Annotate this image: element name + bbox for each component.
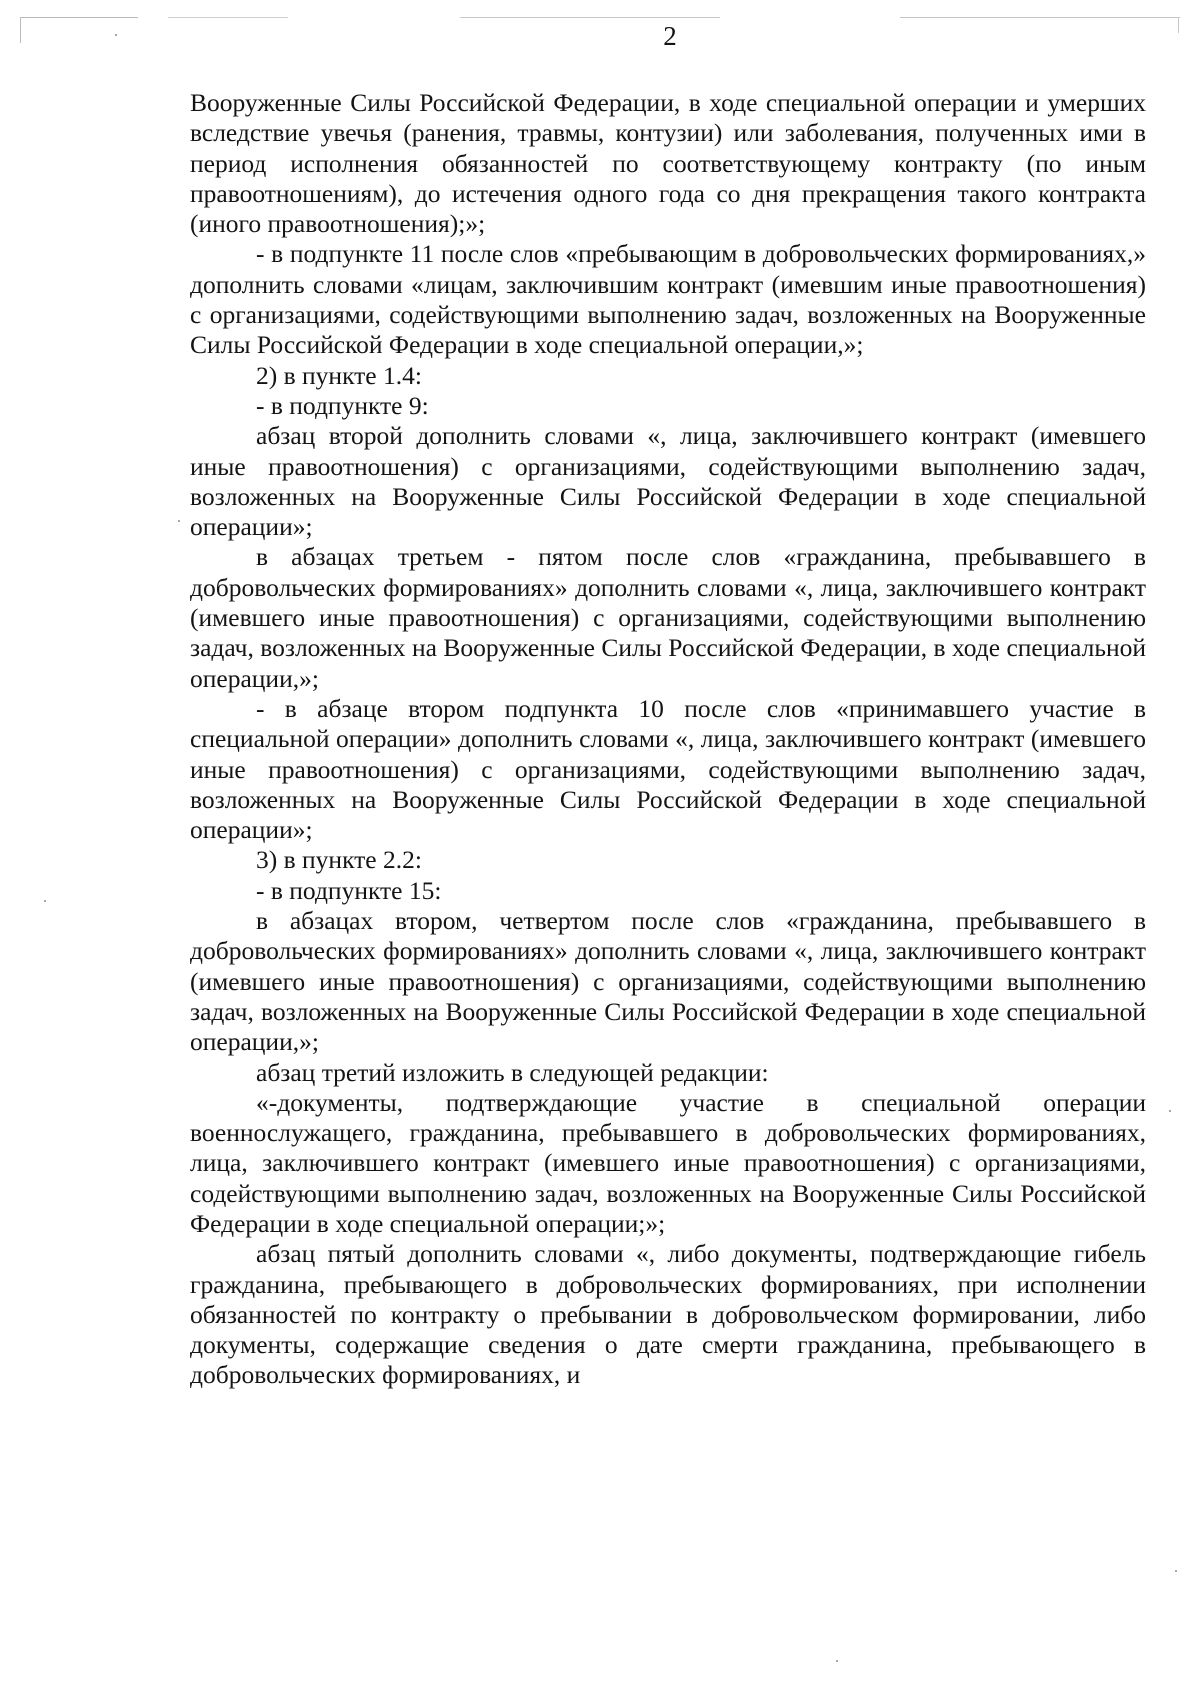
scan-artifact-line [460,17,720,18]
scan-speck [1169,1110,1171,1112]
scan-speck [44,900,46,902]
paragraph: «-документы, подтверждающие участие в специальной операции военнослужащего, гражданина, пребывавшего в добровольческих формированиях, лица, заключившего контракт (имевшего иные правоотношения) с организациями, содействующими выполнению задач, возложенных на Вооруженные Силы Российской Федерации в ходе специальной операции;»; [190,1087,1146,1238]
scan-artifact-line [900,17,1180,18]
page-number: 2 [663,21,677,51]
paragraph: в абзацах третьем - пятом после слов «гражданина, пребывавшего в добровольческих формированиях» дополнить словами «, лица, заключившего контракт (имевшего иные правоотношения) с организациями, содействующими выполнению задач, возложенных на Вооруженные Силы Российской Федерации, в ходе специальной операции,»; [190,542,1146,693]
scan-artifact-line [20,17,138,18]
paragraph: Вооруженные Силы Российской Федерации, в ходе специальной операции и умерших вследствие увечья (ранения, травмы, контузии) или заболевания, полученных ими в период исполнения обязанностей по соответствующему контракту (по иным правоотношениям), до истечения одного года со дня прекращения такого контракта (иного правоотношения);»; [190,88,1146,239]
paragraph: - в подпункте 15: [256,875,442,905]
paragraph: в абзацах втором, четвертом после слов «гражданина, пребывавшего в добровольческих формированиях» дополнить словами «, лица, заключившего контракт (имевшего иные правоотношения) с организациями, содействующими выполнению задач, возложенных на Вооруженные Силы Российской Федерации в ходе специальной операции,»; [190,906,1146,1057]
paragraph: абзац третий изложить в следующей редакции: [256,1057,769,1087]
paragraph: абзац второй дополнить словами «, лица, заключившего контракт (имевшего иные правоотношения) с организациями, содействующими выполнению задач, возложенных на Вооруженные Силы Российской Федерации в ходе специальной операции»; [190,421,1146,542]
paragraph: 3) в пункте 2.2: [256,845,422,875]
scan-artifact-line [168,17,288,18]
scan-speck [836,1660,838,1662]
paragraph: - в подпункте 11 после слов «пребывающим в добровольческих формированиях,» дополнить словами «лицам, заключившим контракт (имевшим иные правоотношения) с организациями, содействующими выполнению задач, возложенных на Вооруженные Силы Российской Федерации в ходе специальной операции,»; [190,239,1146,360]
scan-speck [178,520,180,522]
scan-speck [1175,1570,1177,1572]
paragraph: - в подпункте 9: [256,390,429,420]
paragraph: - в абзаце втором подпункта 10 после слов «принимавшего участие в специальной операции» дополнить словами «, лица, заключившего контракт (имевшего иные правоотношения) с организациями, содействующими выполнению задач, возложенных на Вооруженные Силы Российской Федерации в ходе специальной операции»; [190,693,1146,845]
document-body [190,88,1146,1391]
paragraph: 2) в пункте 1.4: [256,360,422,390]
paragraph: абзац пятый дополнить словами «, либо документы, подтверждающие гибель гражданина, пребывающего в добровольческих формированиях, при исполнении обязанностей по контракту о пребывании в добровольческом формировании, либо документы, содержащие сведения о дате смерти гражданина, пребывающего в добровольческих формированиях, и [190,1239,1146,1390]
